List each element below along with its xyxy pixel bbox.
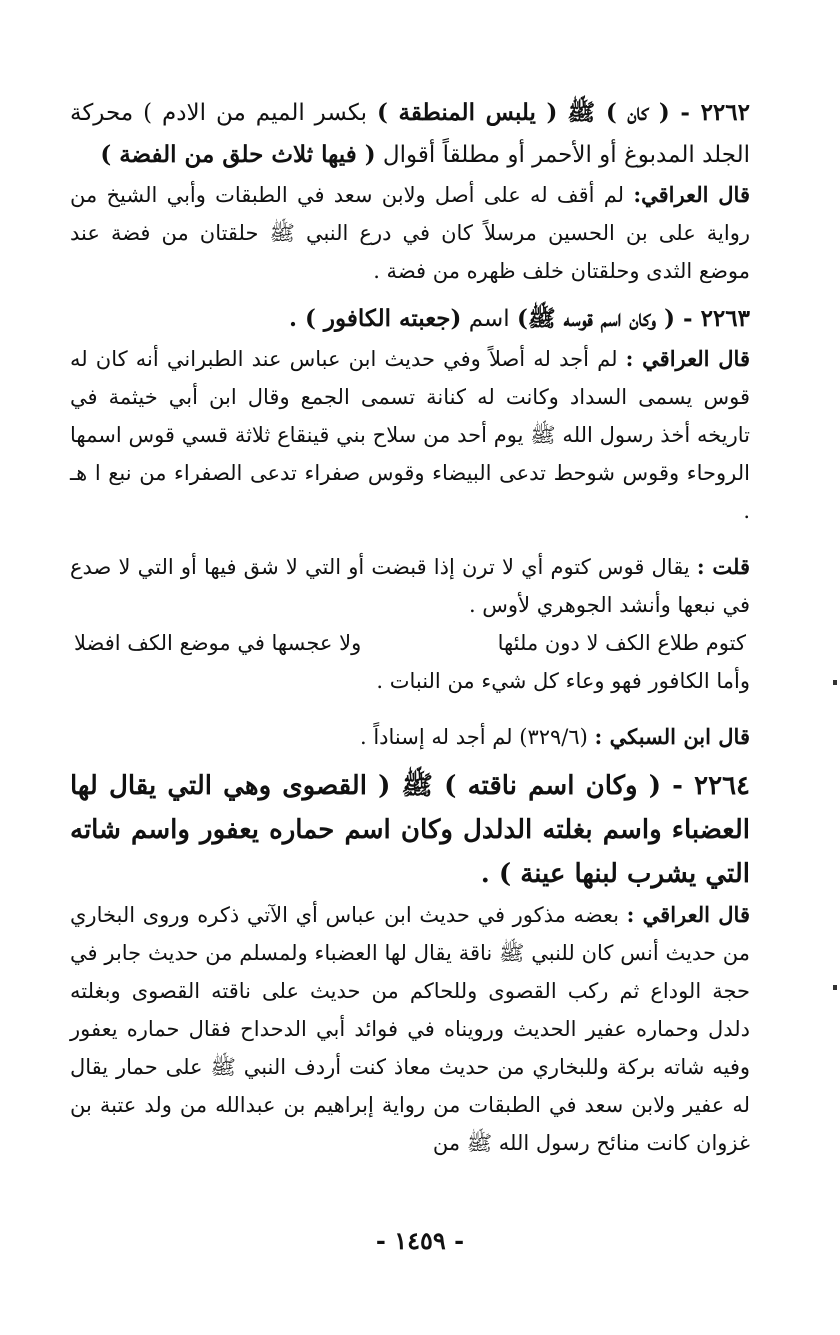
entry-2263-number: ٢٢٦٣ - ( وكان اسم قوسه ﷺ) (517, 305, 750, 332)
iraqi-label: قال العراقي: (633, 182, 750, 207)
entry-2262-rest: بكسر الميم من الادم ) محركة الجلد المدبوغ أو الأحمر أو مطلقاً أقوال (70, 100, 750, 168)
iraqi-label: قال العراقي : (626, 902, 750, 927)
entry-2262-heading (70, 92, 750, 176)
note-paragraph (70, 548, 750, 624)
note-after: وأما الكافور فهو وعاء كل شيء من النبات . (376, 669, 750, 693)
note-label: قلت : (696, 554, 750, 579)
entry-2262-phrase: ( يلبس المنطقة ) (376, 99, 558, 126)
entry-2264-heading: ٢٢٦٤ - ( وكان اسم ناقته ) ﷺ ( القصوى وهي التي يقال لها العضباء واسم بغلته الدلدل وكان اسم حماره يعفور واسم شاته التي يشرب لبنها عينة ) . (70, 771, 750, 889)
entry-2263-iraqi (70, 340, 750, 530)
entry-2263-heading (70, 298, 750, 340)
iraqi-text: لم أجد له أصلاً وفي حديث ابن عباس عند الطبراني أنه كان له قوس يسمى السداد وكانت له كنانة تسمى الجمع وقال ابن أبي خيثمة في تاريخه أخذ رسول الله ﷺ يوم أحد من سلاح بني قينقاع ثلاثة قسي قوس اسمها الروحاء وقوس شوحط تدعى البيضاء وقوس صفراء تدعى الصفراء من نبع ا هـ . (70, 347, 750, 523)
iraqi-text: بعضه مذكور في حديث ابن عباس أي الآتي ذكره وروى البخاري من حديث أنس كان للنبي ﷺ ناقة يقال لها العضباء ولمسلم من حديث جابر في حجة الوداع ثم ركب القصوى وللحاكم من حديث على ناقته القصوى وبغلته دلدل وحماره عفير الحديث ورويناه في فوائد أبي الدحداح فقال حماره يعفور وفيه شاته بركة وللبخاري من حديث معاذ كنت أردف النبي ﷺ على حمار يقال له عفير ولابن سعد في الطبقات من رواية إبراهيم بن عبدالله من ولد عتبة بن غزوان كانت منائح رسول الله ﷺ من (70, 903, 750, 1155)
entry-2262-number: ٢٢٦٢ - ( كان ) ﷺ (567, 99, 750, 126)
subki-text: (٣٢٩/٦) لم أجد له إسناداً . (359, 725, 588, 749)
iraqi-text: لم أقف له على أصل ولابن سعد في الطبقات وأبي الشيخ من رواية على بن الحسين مرسلاً كان في درع النبي ﷺ حلقتان من فضة عند موضع الثدى وحلقتان خلف ظهره من فضة . (70, 183, 750, 283)
entry-2264-iraqi (70, 896, 750, 1162)
subki-paragraph (70, 718, 750, 756)
page-number: - ١٤٥٩ - (375, 1226, 465, 1255)
iraqi-label: قال العراقي : (625, 346, 750, 371)
entry-2263-rest: اسم (468, 306, 510, 332)
poetry-verse (70, 624, 750, 662)
margin-mark (833, 680, 837, 685)
entry-2262-phrase2: ( فيها ثلاث حلق من الفضة ) (100, 141, 376, 168)
entry-2263-phrase: (جعبته الكافور ) . (288, 305, 462, 332)
entry-2262-iraqi (70, 176, 750, 290)
note-text: يقال قوس كتوم أي لا ترن إذا قبضت أو التي لا شق فيها أو التي لا صدع في نبعها وأنشد الجوهري لأوس . (70, 555, 750, 617)
verse-first-hemistich: كتوم طلاع الكف لا دون ملئها (497, 631, 746, 655)
page-body (70, 92, 750, 1162)
verse-second-hemistich: ولا عجسها في موضع الكف افضلا (74, 631, 362, 655)
subki-label: قال ابن السبكي : (594, 724, 750, 749)
margin-mark (833, 985, 837, 990)
